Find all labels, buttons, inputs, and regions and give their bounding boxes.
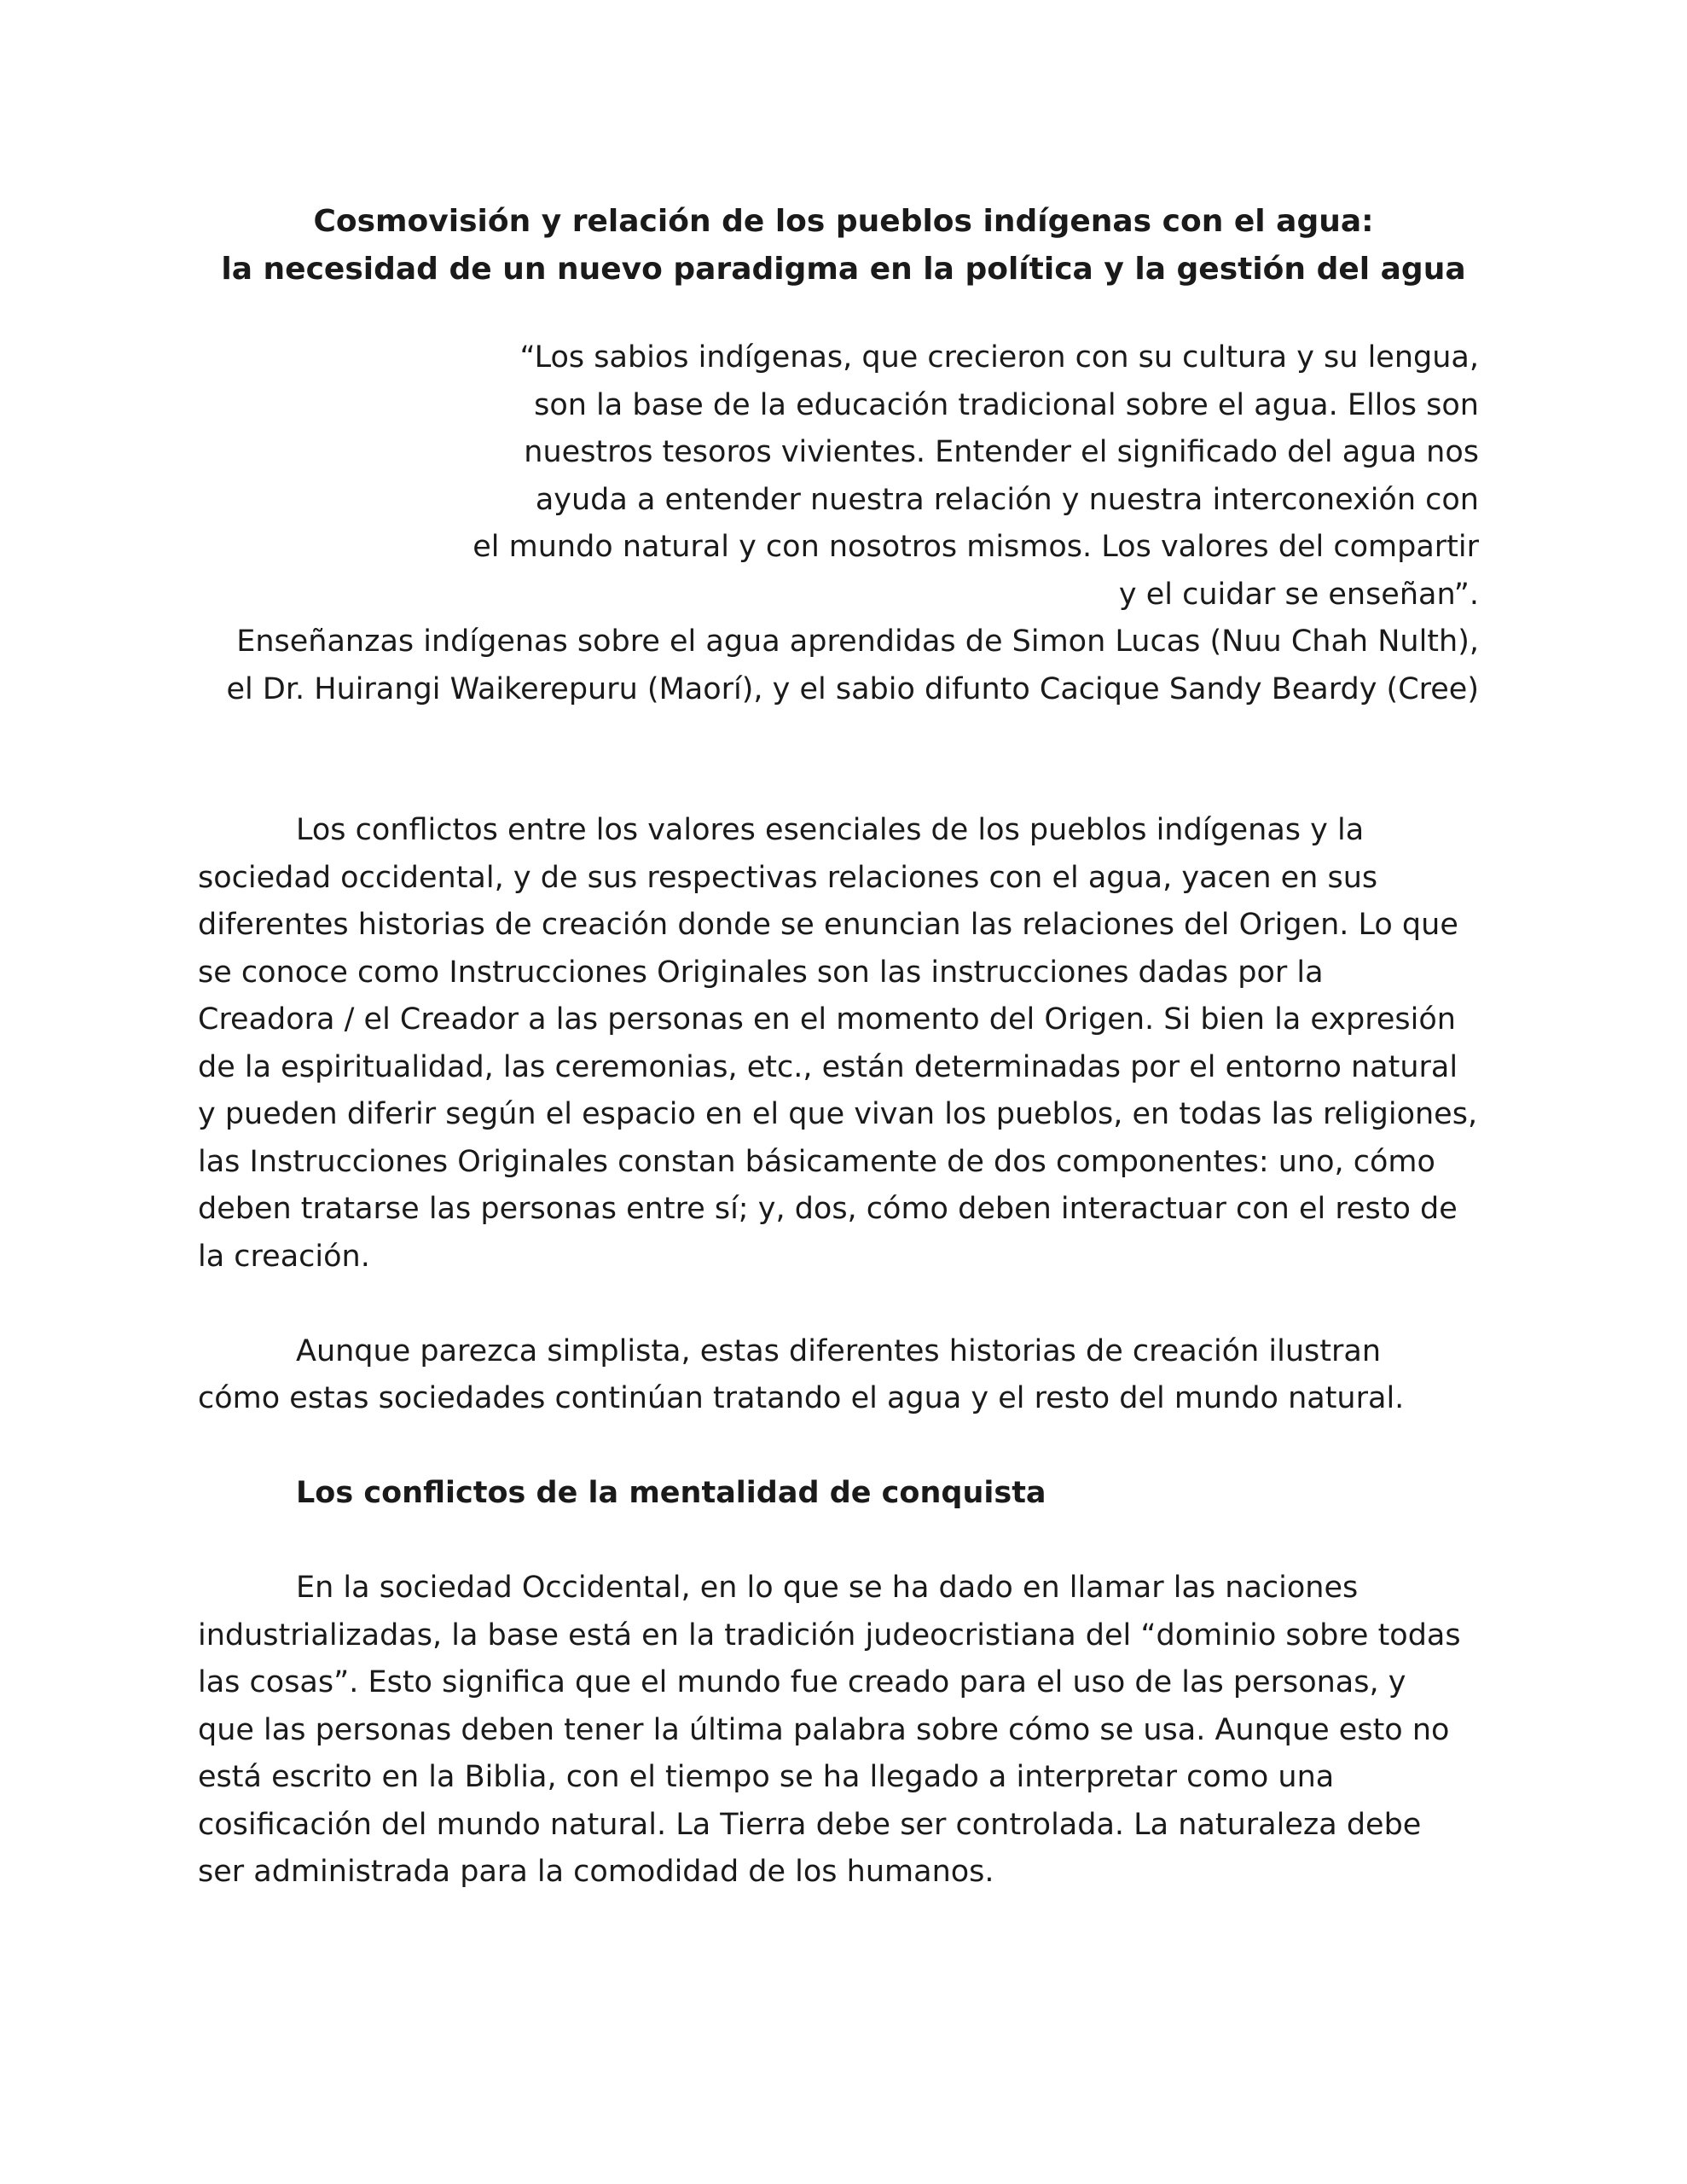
document-title (0, 198, 1687, 293)
paragraph (198, 1565, 1494, 1896)
epigraph-line: son la base de la educación tradicional sobre el agua. Ellos son (534, 387, 1479, 422)
paragraph-line: industrializadas, la base está en la tradición judeocristiana del “dominio sobre todas (198, 1618, 1461, 1653)
paragraph-line: Creadora / el Creador a las personas en el momento del Origen. Si bien la expresión (198, 1002, 1456, 1037)
paragraph-line: que las personas deben tener la última palabra sobre cómo se usa. Aunque esto no (198, 1712, 1450, 1747)
epigraph-attribution-line: Enseñanzas indígenas sobre el agua aprendidas de Simon Lucas (Nuu Chah Nulth), (236, 624, 1479, 659)
paragraph-line: En la sociedad Occidental, en lo que se ha dado en llamar las naciones (296, 1571, 1359, 1605)
epigraph-line: “Los sabios indígenas, que crecieron con su cultura y su lengua, (519, 340, 1479, 375)
paragraph-spacer (198, 1423, 1494, 1471)
epigraph-line: el mundo natural y con nosotros mismos. Los valores del compartir (472, 530, 1479, 564)
epigraph-line: ayuda a entender nuestra relación y nuestra interconexión con (535, 482, 1479, 517)
paragraph-line: diferentes historias de creación donde se enuncian las relaciones del Origen. Lo que (198, 908, 1458, 942)
paragraph-line: la creación. (198, 1239, 370, 1274)
document-body (198, 807, 1494, 1896)
epigraph-attribution-line: el Dr. Huirangi Waikerepuru (Maorí), y el sabio difunto Cacique Sandy Beardy (Cree) (226, 671, 1479, 706)
paragraph-line: de la espiritualidad, las ceremonias, etc., están determinadas por el entorno natural (198, 1049, 1458, 1084)
paragraph-line: se conoce como Instrucciones Originales son las instrucciones dadas por la (198, 955, 1324, 990)
paragraph-line: cosificación del mundo natural. La Tierra debe ser controlada. La naturaleza debe (198, 1807, 1422, 1842)
paragraph-line: Aunque parezca simplista, estas diferentes historias de creación ilustran (296, 1333, 1382, 1368)
paragraph-line: deben tratarse las personas entre sí; y, dos, cómo deben interactuar con el resto de (198, 1192, 1458, 1226)
paragraph (198, 1328, 1494, 1423)
paragraph-line: ser administrada para la comodidad de los humanos. (198, 1855, 994, 1889)
epigraph-line: nuestros tesoros vivientes. Entender el significado del agua nos (524, 435, 1479, 469)
paragraph-line: las cosas”. Esto significa que el mundo fue creado para el uso de las personas, y (198, 1665, 1406, 1699)
paragraph-line: Los conflictos entre los valores esenciales de los pueblos indígenas y la (296, 813, 1365, 847)
paragraph (198, 807, 1494, 1281)
paragraph-line: sociedad occidental, y de sus respectivas relaciones con el agua, yacen en sus (198, 860, 1378, 895)
title-line: Cosmovisión y relación de los pueblos indígenas con el agua: (313, 204, 1374, 239)
epigraph-line: y el cuidar se enseñan”. (1118, 577, 1479, 612)
paragraph-spacer (198, 1281, 1494, 1328)
paragraph-line: cómo estas sociedades continúan tratando el agua y el resto del mundo natural. (198, 1381, 1405, 1415)
title-line: la necesidad de un nuevo paradigma en la política y la gestión del agua (221, 252, 1466, 287)
paragraph-line: y pueden diferir según el espacio en el que vivan los pueblos, en todas las religiones, (198, 1097, 1478, 1131)
epigraph-quote (114, 334, 1479, 713)
paragraph-spacer (198, 1518, 1494, 1565)
paragraph-line: las Instrucciones Originales constan básicamente de dos componentes: uno, cómo (198, 1144, 1435, 1179)
paragraph-line: está escrito en la Biblia, con el tiempo se ha llegado a interpretar como una (198, 1760, 1335, 1794)
section-heading: Los conflictos de la mentalidad de conquista (296, 1476, 1046, 1510)
